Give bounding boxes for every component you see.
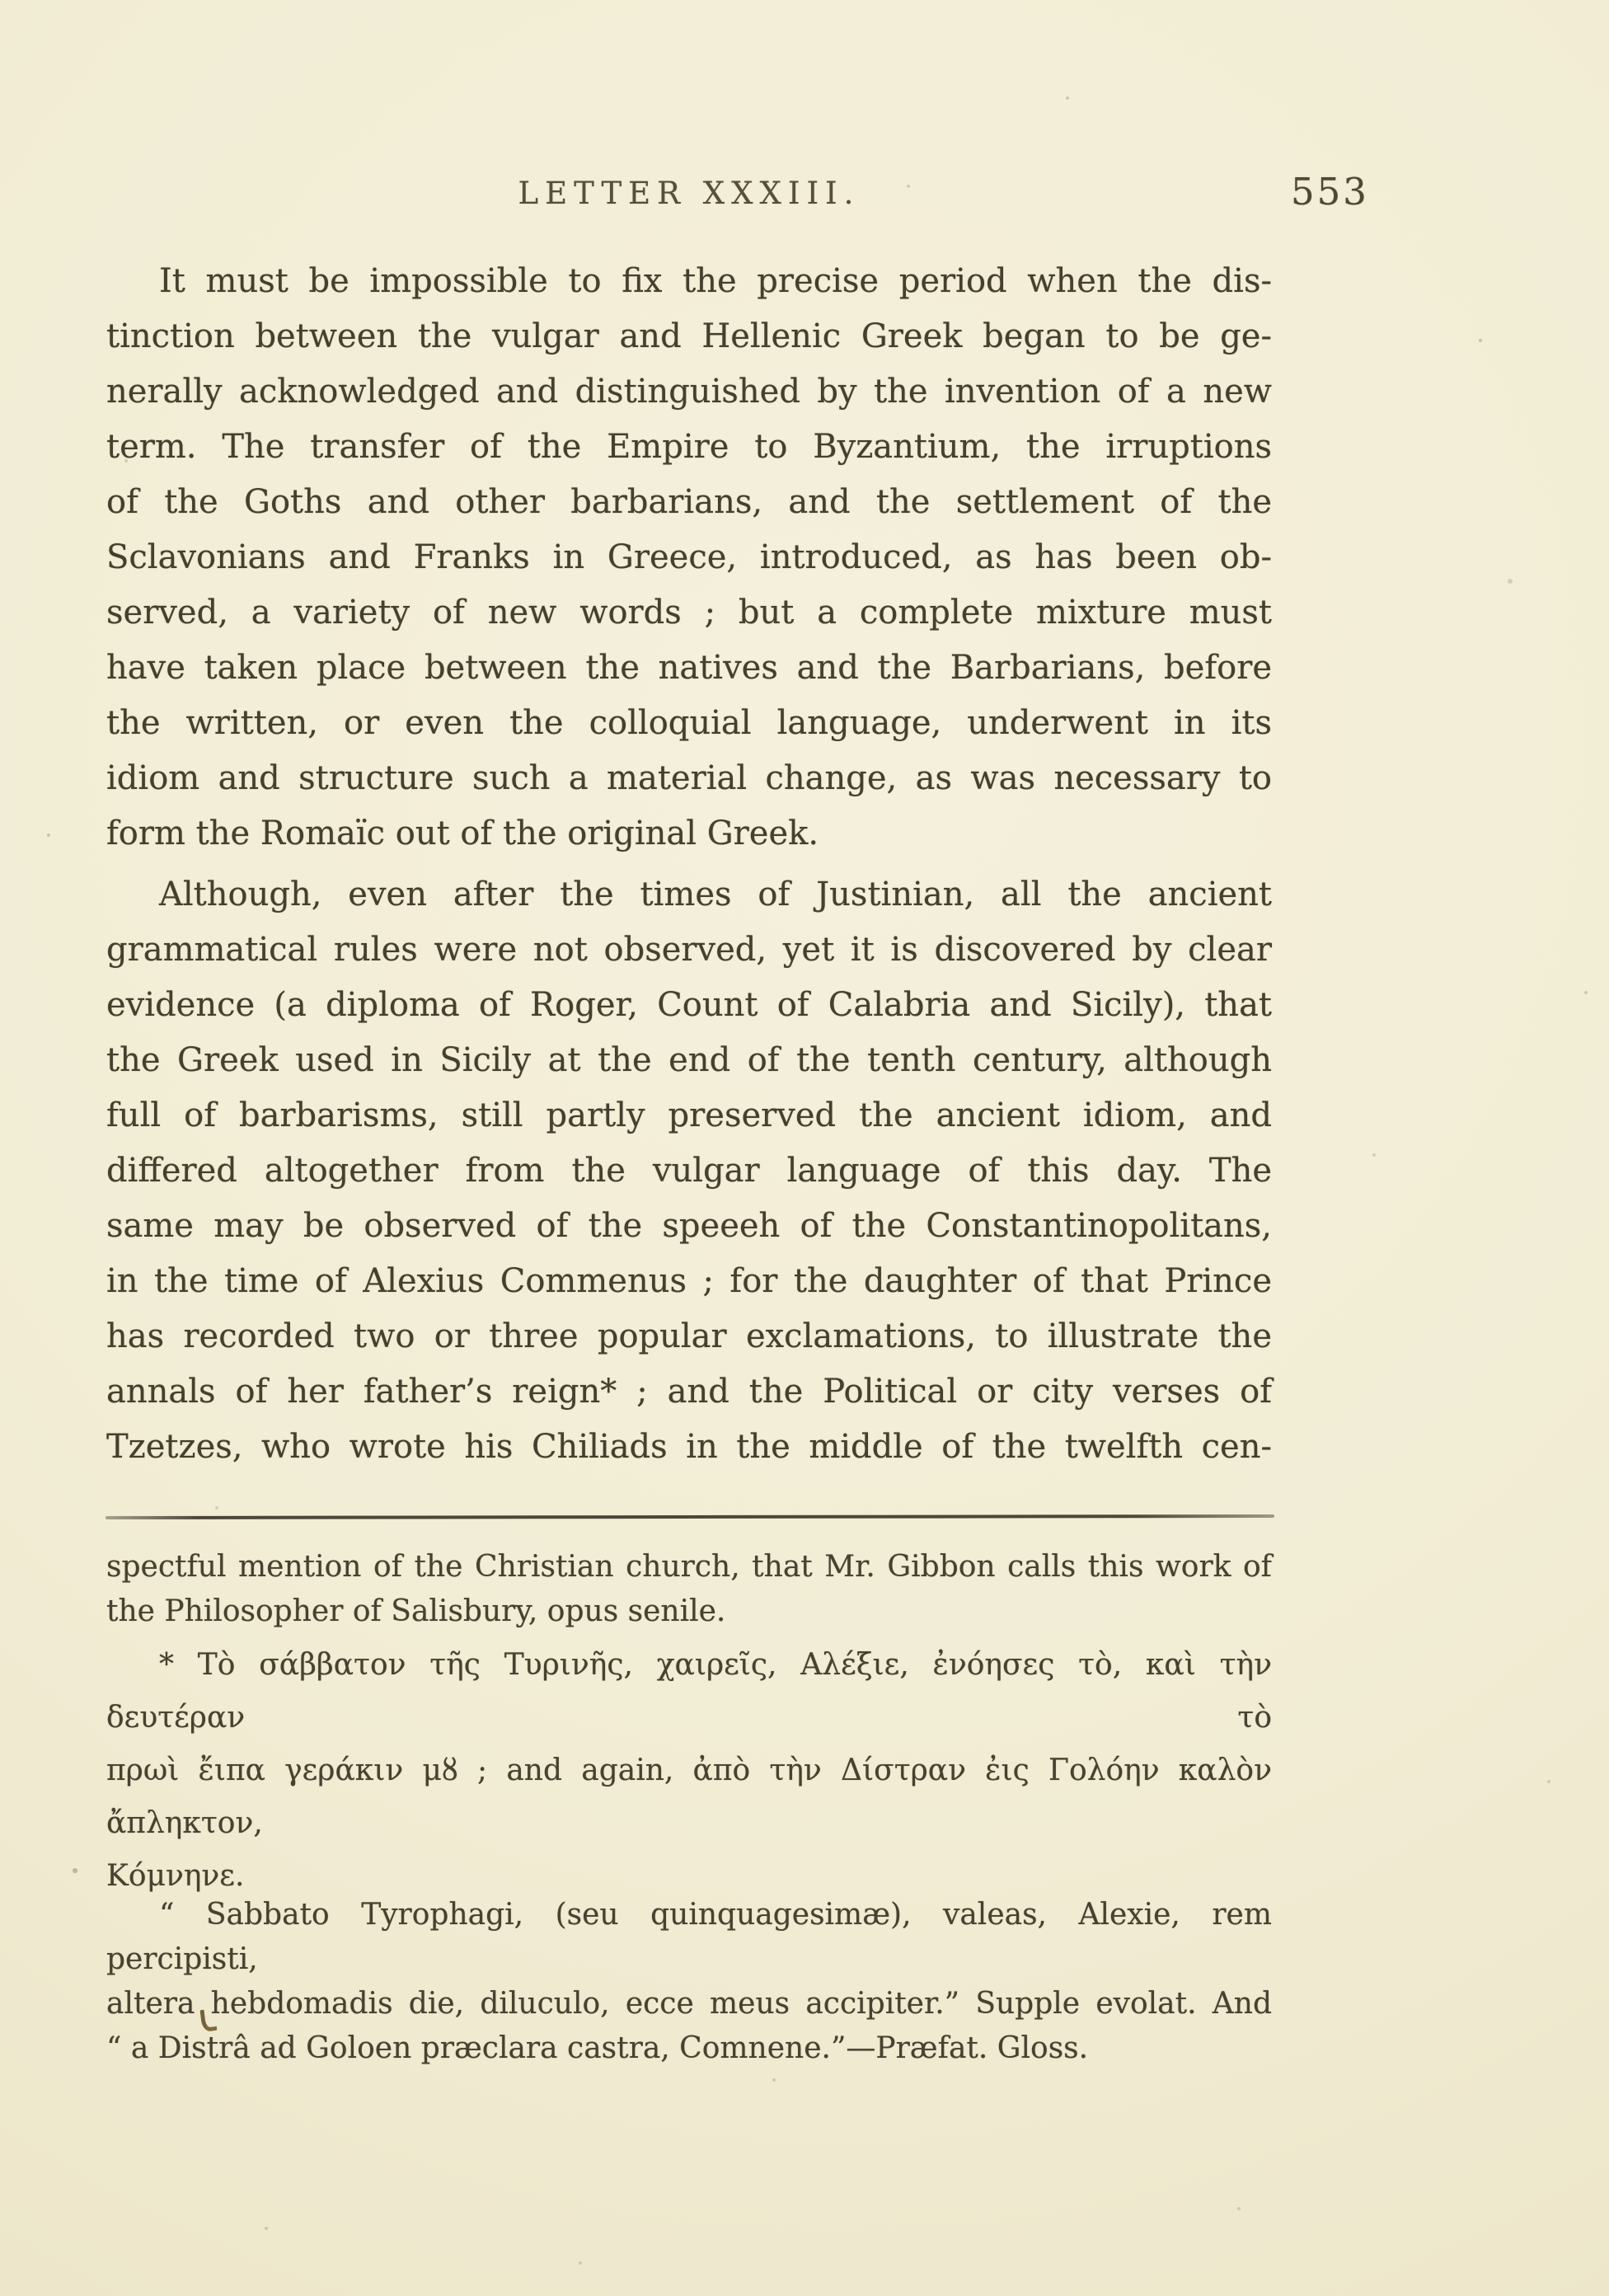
text-line: the written, or even the colloquial language, underwent in its [106,704,1272,742]
text-line: It must be impossible to fix the precise period when the dis- [159,262,1272,300]
footnote-line: altera hebdomadis die, diluculo, ecce meus accipiter.” Supple evolat. And [106,1987,1272,2021]
text-line: annals of her father’s reign* ; and the Political or city verses of [106,1373,1272,1411]
footnote-line: “ a Distrâ ad Goloen præclara castra, Comnene.”—Præfat. Gloss. [106,2031,1089,2065]
paragraph-1 [106,254,1272,862]
text-line: grammatical rules were not observed, yet it is discovered by clear [106,931,1272,969]
text-line: has recorded two or three popular exclamations, to illustrate the [106,1317,1272,1355]
text-line: have taken place between the natives and the Barbarians, before [106,649,1272,687]
footnote-line: spectful mention of the Christian church, that Mr. Gibbon calls this work of [106,1550,1272,1584]
text-line: Sclavonians and Franks in Greece, introduced, as has been ob- [106,538,1272,576]
text-line: Although, even after the times of Justinian, all the ancient [159,876,1272,913]
text-line: differed altogether from the vulgar language of this day. The [106,1152,1272,1190]
footnote-line: “ Sabbato Tyrophagi, (seu quinquagesimæ), valeas, Alexie, rem percipisti, [106,1898,1272,1976]
footnote-quote-note [106,1893,1272,2071]
text-line: Tzetzes, who wrote his Chiliads in the middle of the twelfth cen- [106,1428,1272,1466]
text-line: same may be observed of the speeeh of the Constantinopolitans, [106,1207,1272,1245]
footnote-divider [106,1514,1274,1519]
footnote-line: * Τὸ σάββατον τῆς Τυρινῆς, χαιρεῖς, Αλέξιε, ἐνόησες τὸ, καὶ τὴν δευτέραν τὸ [106,1648,1272,1735]
text-line: tinction between the vulgar and Hellenic Greek began to be ge- [106,317,1272,355]
paper-specks [0,0,2,2]
text-line: evidence (a diploma of Roger, Count of Calabria and Sicily), that [106,986,1272,1024]
footnote-line: Κόμνηνε. [106,1859,245,1893]
letter-heading: LETTER XXXIII. [518,176,861,211]
footnote-star-note [106,1639,1272,1903]
text-line: full of barbarisms, still partly preserved the ancient idiom, and [106,1096,1272,1134]
footnote-line: πρωὶ ἔιπα γεράκιν μȣ ; and again, ἀπὸ τὴν Δίστραν ἐις Γολόην καλὸν ἄπληκτον, [106,1754,1272,1840]
footnote-line: the Philosopher of Salisbury, opus senile. [106,1594,726,1628]
text-body [106,254,1272,1475]
footnote-section [106,1545,1272,2071]
page-number: 553 [1291,170,1369,214]
text-line: form the Romaïc out of the original Greek. [106,815,819,852]
text-line: in the time of Alexius Commenus ; for the daughter of that Prince [106,1262,1272,1300]
text-line: of the Goths and other barbarians, and the settlement of the [106,483,1272,521]
text-line: term. The transfer of the Empire to Byzantium, the irruptions [106,428,1272,466]
text-line: idiom and structure such a material change, as was necessary to [106,759,1272,797]
text-line: nerally acknowledged and distinguished by the invention of a new [106,373,1272,411]
footnote-continuation [106,1545,1272,1634]
paragraph-2 [106,867,1272,1475]
text-line: served, a variety of new words ; but a complete mixture must [106,594,1272,632]
text-line: the Greek used in Sicily at the end of the tenth century, although [106,1041,1272,1079]
page-header [106,176,1272,211]
